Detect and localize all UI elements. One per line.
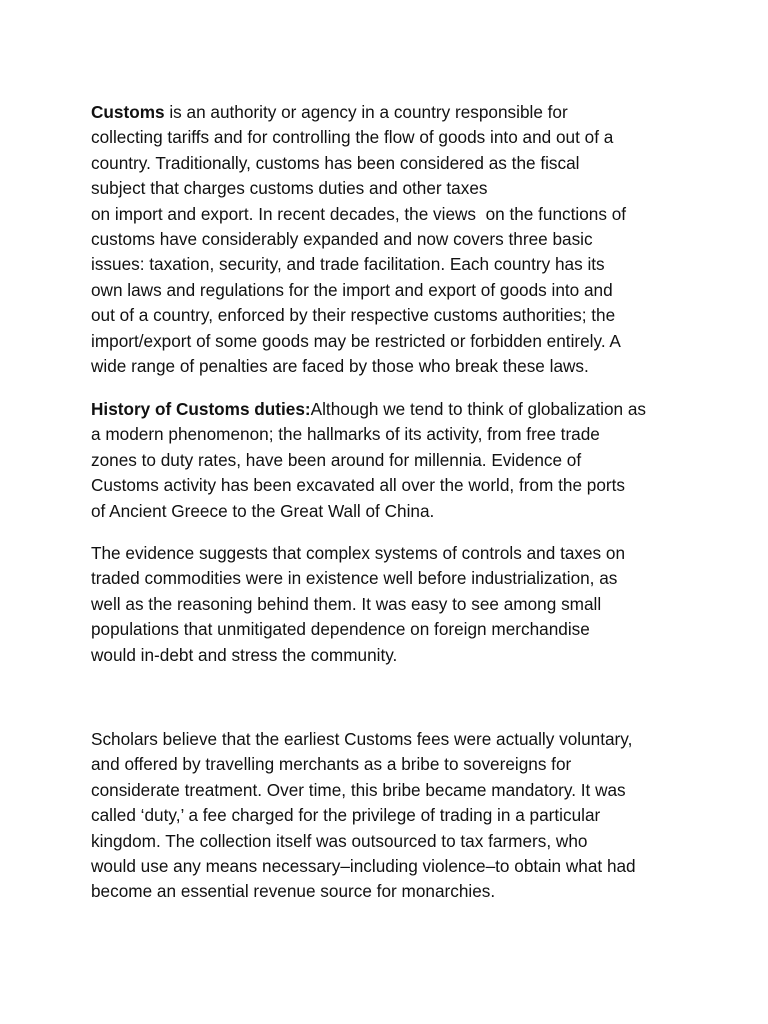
text-line: populations that unmitigated dependence on foreign merchandise [91,619,590,640]
text-line: traded commodities were in existence well before industrialization, as [91,568,618,589]
text-line: Customs activity has been excavated all over the world, from the ports [91,475,626,496]
text-line [91,397,646,422]
term-heading: Customs [91,102,165,122]
paragraph-scholars [91,727,636,905]
paragraph-customs-definition [91,100,626,379]
section-heading: History of Customs duties: [91,399,311,419]
paragraph-evidence [91,541,625,668]
text-line: Scholars believe that the earliest Customs fees were actually voluntary, [91,729,633,749]
text-line [91,100,626,125]
text-line: become an essential revenue source for monarchies. [91,881,496,902]
text-line-content: Although we tend to think of globalization as [310,399,647,419]
text-line: wide range of penalties are faced by those who break these laws. [91,356,589,377]
text-line: would use any means necessary–including violence–to obtain what had [91,856,636,877]
text-line: a modern phenomenon; the hallmarks of its activity, from free trade [91,424,600,445]
text-line: import/export of some goods may be restricted or forbidden entirely. A [91,330,621,351]
text-line: well as the reasoning behind them. It was easy to see among small [91,593,602,614]
text-line: issues: taxation, security, and trade facilitation. Each country has its [91,254,605,275]
text-line: kingdom. The collection itself was outsourced to tax farmers, who [91,830,588,851]
text-line: zones to duty rates, have been around for millennia. Evidence of [91,449,582,470]
text-line: would in-debt and stress the community. [91,644,398,665]
text-line: The evidence suggests that complex systems of controls and taxes on [91,543,626,563]
text-line: and offered by travelling merchants as a bribe to sovereigns for [91,754,572,775]
text-line: collecting tariffs and for controlling the flow of goods into and out of a [91,127,614,148]
text-line: country. Traditionally, customs has been considered as the fiscal [91,152,580,173]
text-line: called ‘duty,’ a fee charged for the privilege of trading in a particular [91,805,601,826]
text-line: of Ancient Greece to the Great Wall of China. [91,500,435,521]
text-line-content: is an authority or agency in a country responsible for [164,102,568,122]
text-line: considerate treatment. Over time, this bribe became mandatory. It was [91,779,626,800]
text-line: out of a country, enforced by their respective customs authorities; the [91,305,616,326]
paragraph-history-of-customs [91,397,646,524]
text-line: own laws and regulations for the import and export of goods into and [91,279,613,300]
text-line: subject that charges customs duties and other taxes [91,178,488,199]
text-line: customs have considerably expanded and now covers three basic [91,229,593,250]
text-line: on import and export. In recent decades, the views on the functions of [91,203,627,224]
